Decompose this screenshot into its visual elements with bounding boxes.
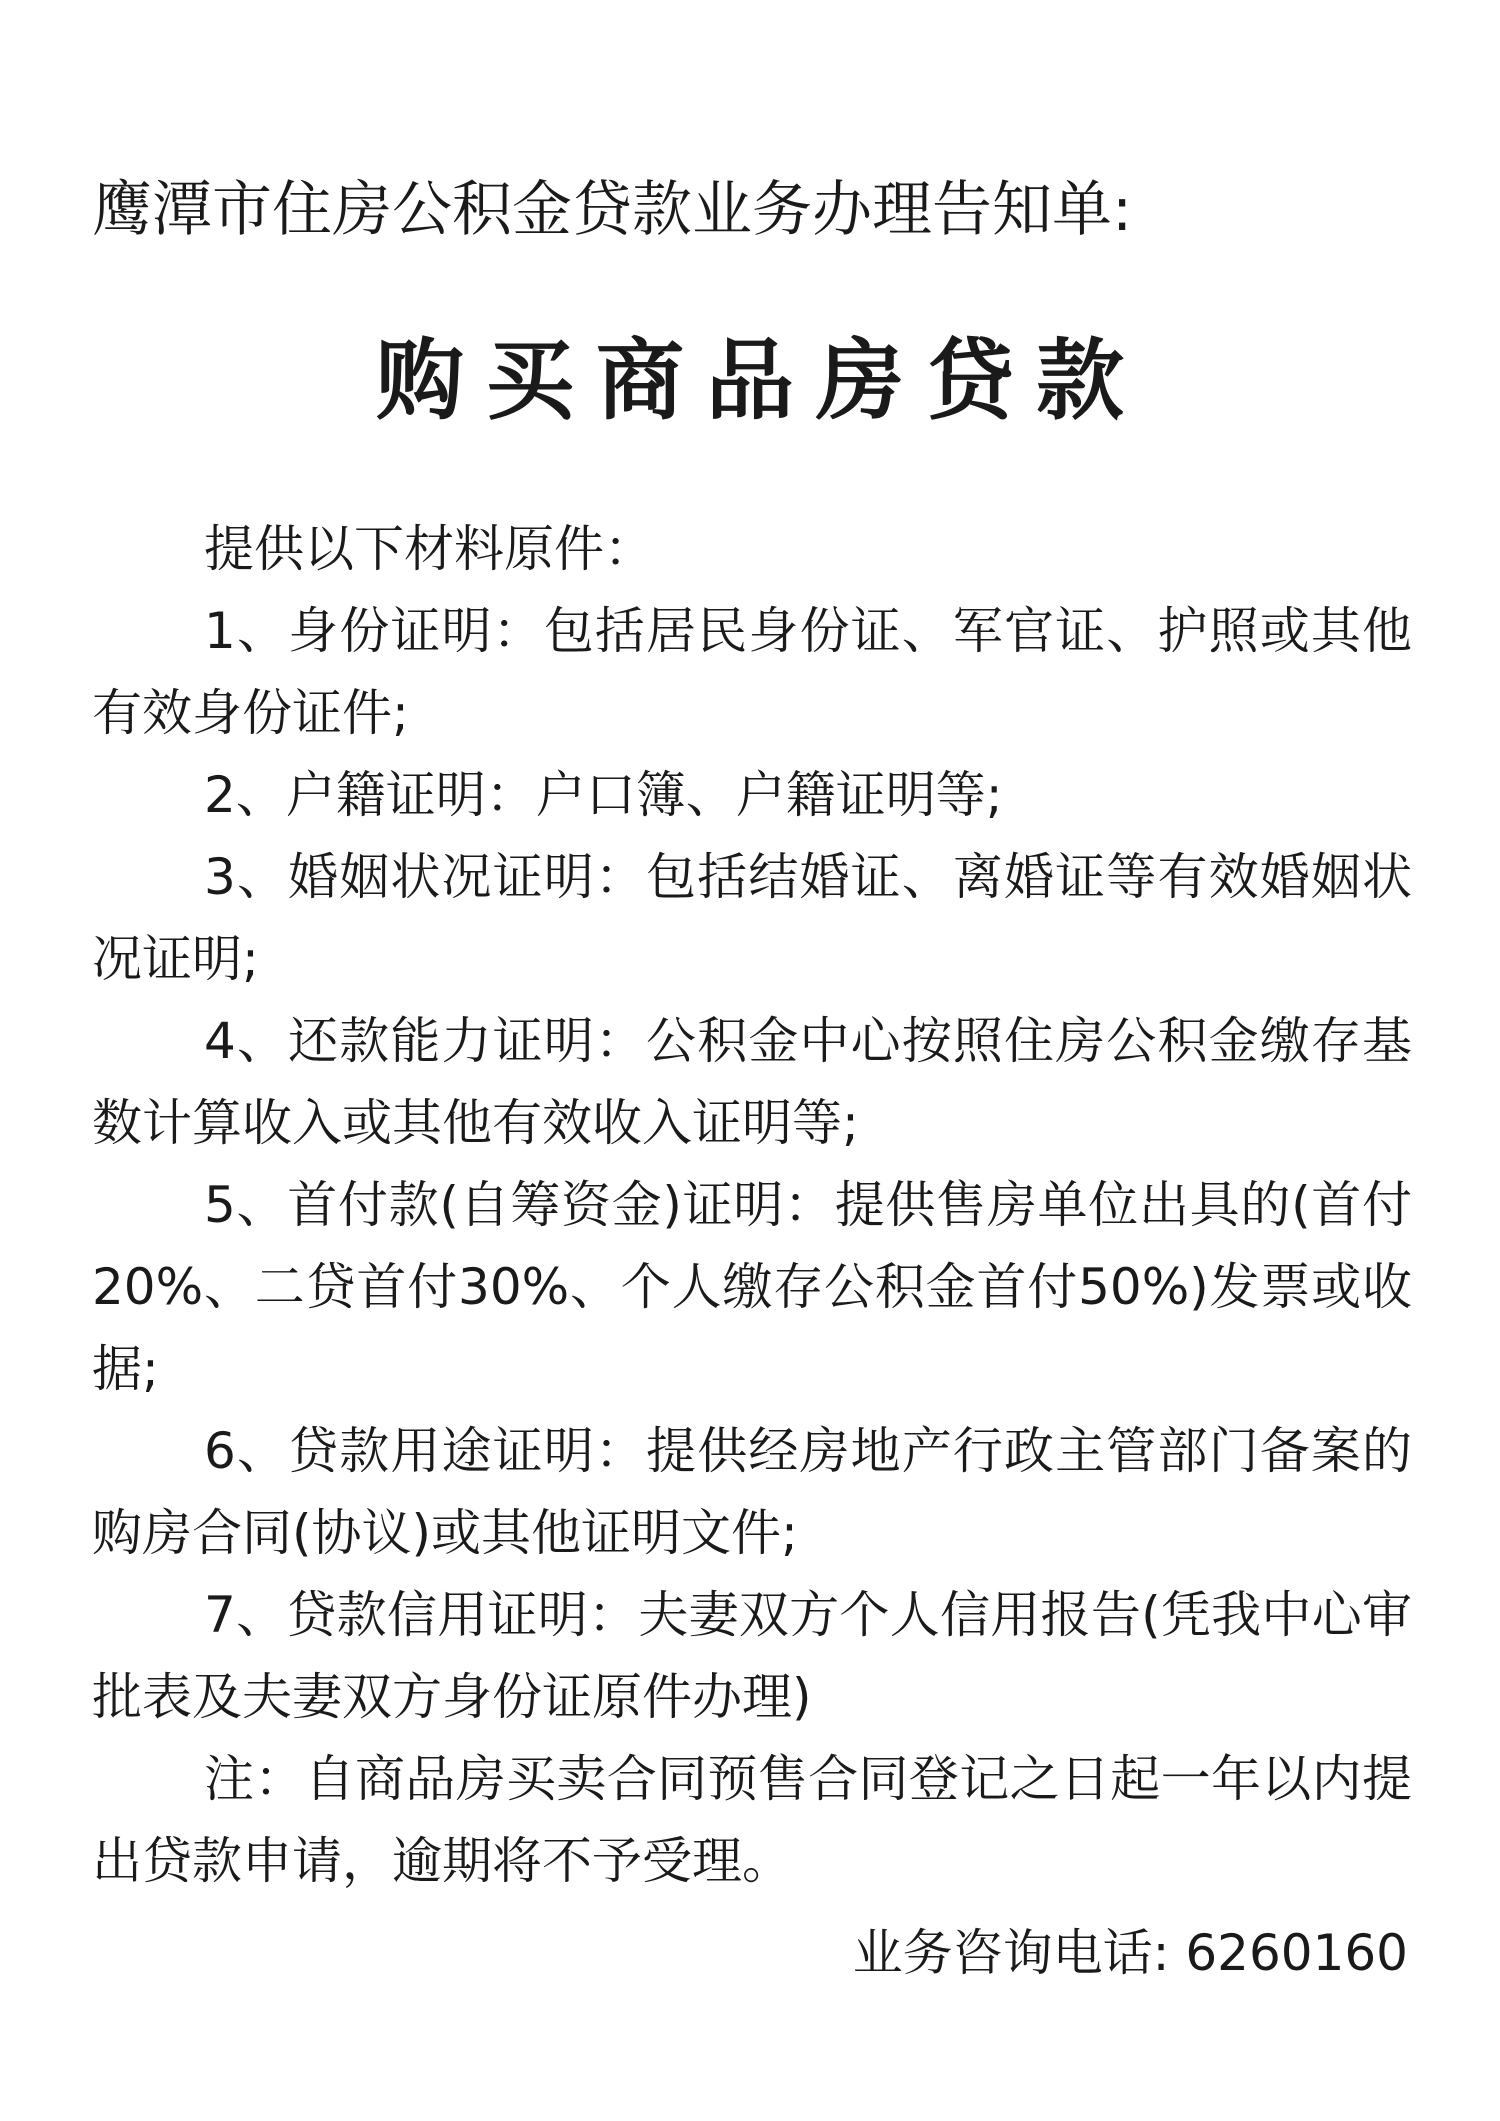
material-item-identity: 1、身份证明：包括居民身份证、军官证、护照或其他有效身份证件; bbox=[92, 602, 1412, 742]
consult-phone: 业务咨询电话: 6260160 bbox=[852, 1924, 1408, 1982]
material-item-household: 2、户籍证明：户口簿、户籍证明等; bbox=[204, 766, 1003, 824]
notice-body bbox=[92, 508, 1412, 1902]
notice-header: 鹰潭市住房公积金贷款业务办理告知单: bbox=[92, 175, 1133, 245]
notice-note: 注：自商品房买卖合同预售合同登记之日起一年以内提出贷款申请，逾期将不予受理。 bbox=[92, 1750, 1412, 1890]
materials-intro: 提供以下材料原件： bbox=[204, 520, 654, 578]
material-item-loan-purpose: 6、贷款用途证明：提供经房地产行政主管部门备案的购房合同(协议)或其他证明文件; bbox=[92, 1422, 1412, 1562]
material-item-down-payment: 5、首付款(自筹资金)证明：提供售房单位出具的(首付20%、二贷首付30%、个人缴存公积金首付50%)发票或收据; bbox=[92, 1176, 1412, 1398]
material-item-marital: 3、婚姻状况证明：包括结婚证、离婚证等有效婚姻状况证明; bbox=[92, 848, 1412, 988]
material-item-repayment: 4、还款能力证明：公积金中心按照住房公积金缴存基数计算收入或其他有效收入证明等; bbox=[92, 1012, 1412, 1152]
material-item-credit: 7、贷款信用证明：夫妻双方个人信用报告(凭我中心审批表及夫妻双方身份证原件办理) bbox=[92, 1586, 1412, 1726]
notice-title: 购买商品房贷款 bbox=[375, 328, 1146, 432]
